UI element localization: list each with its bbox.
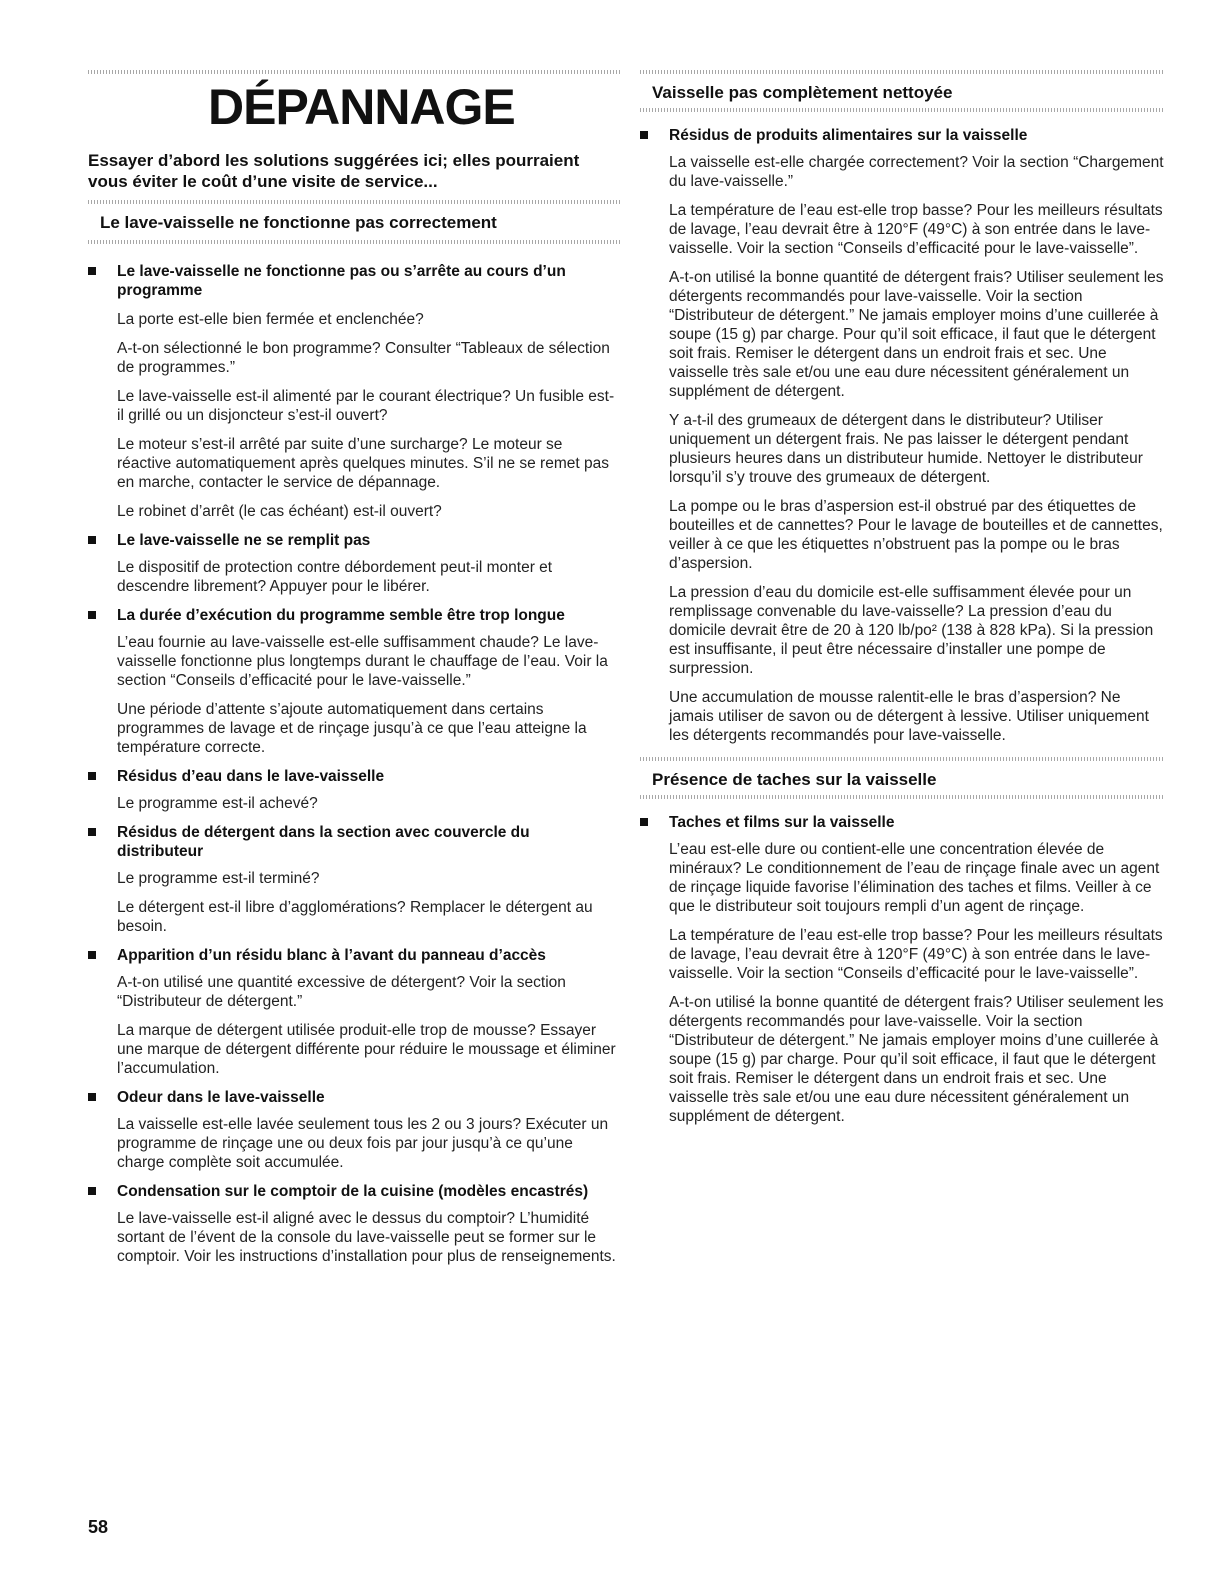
bullet-icon xyxy=(640,131,648,139)
item-heading xyxy=(88,1088,620,1107)
paragraph: A-t-on utilisé la bonne quantité de détergent frais? Utiliser seulement les détergents recommandés pour lave-vaisselle. Voir la section “Distributeur de détergent.” Ne jamais employer moins d’une cuillerée à soupe (15 g) par charge. Pour qu’il soit efficace, il faut que le détergent soit frais. Remiser le détergent dans un endroit frais et sec. Une vaisselle très sale et/ou une eau dure nécessitent généralement un supplément de détergent. xyxy=(669,269,1164,400)
paragraph: A-t-on utilisé une quantité excessive de détergent? Voir la section “Distributeur de détergent.” xyxy=(117,974,566,1010)
paragraph: La température de l’eau est-elle trop basse? Pour les meilleurs résultats de lavage, l’eau devrait être à 120°F (49°C) à son entrée dans le lave-vaisselle. Voir la section “Conseils d’efficacité pour le lave-vaisselle”. xyxy=(669,202,1163,257)
title-top-rule xyxy=(88,70,620,74)
section-rule xyxy=(640,70,1164,74)
item-heading-text: Résidus d’eau dans le lave-vaisselle xyxy=(117,768,385,785)
item-heading xyxy=(88,531,620,550)
paragraph: Le robinet d’arrêt (le cas échéant) est-il ouvert? xyxy=(117,503,442,520)
bullet-icon xyxy=(88,611,96,619)
page-number: 58 xyxy=(88,1517,109,1537)
item-heading xyxy=(88,1182,620,1201)
item-heading-text: Le lave-vaisselle ne se remplit pas xyxy=(117,532,371,549)
item-heading xyxy=(640,813,1164,832)
left-column xyxy=(88,200,620,1266)
item-heading xyxy=(88,823,620,861)
section-title-not-clean: Vaisselle pas complètement nettoyée xyxy=(652,83,953,102)
paragraph: Le détergent est-il libre d’agglomérations? Remplacer le détergent au besoin. xyxy=(117,899,593,935)
bullet-icon xyxy=(88,828,96,836)
bullet-icon xyxy=(88,536,96,544)
item-heading-text: Condensation sur le comptoir de la cuisine (modèles encastrés) xyxy=(117,1183,589,1200)
item-heading-text: Le lave-vaisselle ne fonctionne pas ou s’arrête au cours d’un programme xyxy=(117,263,566,299)
item-heading xyxy=(640,126,1164,145)
paragraph: La vaisselle est-elle lavée seulement tous les 2 ou 3 jours? Exécuter un programme de rinçage une ou deux fois par jour jusqu’à ce qu’une charge complète soit accumulée. xyxy=(117,1116,609,1171)
paragraph: Une accumulation de mousse ralentit-elle le bras d’aspersion? Ne jamais utiliser de savon ou de détergent à lessive. Utiliser uniquement les détergents recommandés pour lave-vaisselle. xyxy=(669,689,1149,744)
section-title-spots: Présence de taches sur la vaisselle xyxy=(652,770,937,789)
section-rule xyxy=(640,757,1164,761)
item-heading xyxy=(88,606,620,625)
intro-text: Essayer d’abord les solutions suggérées ici; elles pourraient vous éviter le coût d’une visite de service... xyxy=(88,151,580,191)
paragraph: Y a-t-il des grumeaux de détergent dans le distributeur? Utiliser uniquement un détergent frais. Ne pas laisser le détergent pendant plusieurs heures dans un distributeur humide. Nettoyer le distributeur lorsqu’il s’y trouve des grumeaux de détergent. xyxy=(669,412,1143,486)
item-heading-text: La durée d’exécution du programme semble être trop longue xyxy=(117,607,565,624)
bullet-icon xyxy=(88,772,96,780)
right-column xyxy=(640,70,1164,1126)
paragraph: L’eau est-elle dure ou contient-elle une concentration élevée de minéraux? Le conditionnement de l’eau de rinçage finale avec un agent de rinçage liquide favorise l’élimination des taches et films. Veiller à ce que le distributeur soit toujours rempli d’un agent de rinçage. xyxy=(669,841,1160,915)
page-title: DÉPANNAGE xyxy=(208,79,515,135)
paragraph: A-t-on utilisé la bonne quantité de détergent frais? Utiliser seulement les détergents recommandés pour lave-vaisselle. Voir la section “Distributeur de détergent.” Ne jamais employer moins d’une cuillerée à soupe (15 g) par charge. Pour qu’il soit efficace, il faut que le détergent soit frais. Remiser le détergent dans un endroit frais et sec. Une vaisselle très sale et/ou une eau dure nécessitent généralement un supplément de détergent. xyxy=(669,994,1164,1125)
paragraph: Le moteur s’est-il arrêté par suite d’une surcharge? Le moteur se réactive automatiquement après quelques minutes. S’il ne se remet pas en marche, contacter le service de dépannage. xyxy=(117,436,609,491)
item-heading-text: Apparition d’un résidu blanc à l’avant du panneau d’accès xyxy=(117,947,546,964)
bullet-icon xyxy=(640,818,648,826)
paragraph: Le lave-vaisselle est-il aligné avec le dessus du comptoir? L’humidité sortant de l’évent de la console du lave-vaisselle peut se former sur le comptoir. Voir les instructions d’installation pour plus de renseignements. xyxy=(117,1210,616,1265)
paragraph: Le programme est-il terminé? xyxy=(117,870,320,887)
bullet-icon xyxy=(88,1187,96,1195)
paragraph: Le programme est-il achevé? xyxy=(117,795,318,812)
bullet-icon xyxy=(88,951,96,959)
paragraph: La pompe ou le bras d’aspersion est-il obstrué par des étiquettes de bouteilles et de cannettes? Pour le lavage de bouteilles et de cannettes, veiller à ce que les étiquettes n’obstruent pas la pompe ou le bras d’aspersion. xyxy=(669,498,1163,572)
paragraph: L’eau fournie au lave-vaisselle est-elle suffisamment chaude? Le lave-vaisselle fonctionne plus longtemps durant le chauffage de l’eau. Voir la section “Conseils d’efficacité pour le lave-vaisselle.” xyxy=(117,634,608,689)
section-title-malfunction: Le lave-vaisselle ne fonctionne pas correctement xyxy=(100,213,497,232)
paragraph: La pression d’eau du domicile est-elle suffisamment élevée pour un remplissage convenable du lave-vaisselle? La pression d’eau du domicile devrait être de 20 à 120 lb/po² (138 à 828 kPa). Si la pression est insuffisante, il peut être nécessaire d’installer une pompe de surpression. xyxy=(669,584,1154,677)
item-heading-text: Résidus de détergent dans la section avec couvercle du distributeur xyxy=(117,824,530,860)
item-heading-text: Odeur dans le lave-vaisselle xyxy=(117,1089,325,1106)
bullet-icon xyxy=(88,1093,96,1101)
item-heading xyxy=(88,767,620,786)
section-rule xyxy=(88,200,620,204)
section-rule xyxy=(88,240,620,244)
paragraph: Le lave-vaisselle est-il alimenté par le courant électrique? Un fusible est-il grillé ou un disjoncteur s’est-il ouvert? xyxy=(117,388,615,424)
section-rule xyxy=(640,795,1164,799)
section-rule xyxy=(640,108,1164,112)
paragraph: La température de l’eau est-elle trop basse? Pour les meilleurs résultats de lavage, l’eau devrait être à 120°F (49°C) à son entrée dans le lave-vaisselle. Voir la section “Conseils d’efficacité pour le lave-vaisselle”. xyxy=(669,927,1163,982)
paragraph: La porte est-elle bien fermée et enclenchée? xyxy=(117,311,424,328)
item-heading xyxy=(88,262,620,300)
item-heading-text: Taches et films sur la vaisselle xyxy=(669,814,895,831)
item-heading-text: Résidus de produits alimentaires sur la vaisselle xyxy=(669,127,1028,144)
paragraph: A-t-on sélectionné le bon programme? Consulter “Tableaux de sélection de programmes.” xyxy=(117,340,610,376)
paragraph: La marque de détergent utilisée produit-elle trop de mousse? Essayer une marque de détergent différente pour réduire le moussage et éliminer l’accumulation. xyxy=(117,1022,616,1077)
bullet-icon xyxy=(88,267,96,275)
item-heading xyxy=(88,946,620,965)
paragraph: La vaisselle est-elle chargée correctement? Voir la section “Chargement du lave-vaisselle.” xyxy=(669,154,1164,190)
paragraph: Le dispositif de protection contre débordement peut-il monter et descendre librement? Appuyer pour le libérer. xyxy=(117,559,553,595)
paragraph: Une période d’attente s’ajoute automatiquement dans certains programmes de lavage et de rinçage jusqu’à ce que l’eau atteigne la température correcte. xyxy=(117,701,587,756)
